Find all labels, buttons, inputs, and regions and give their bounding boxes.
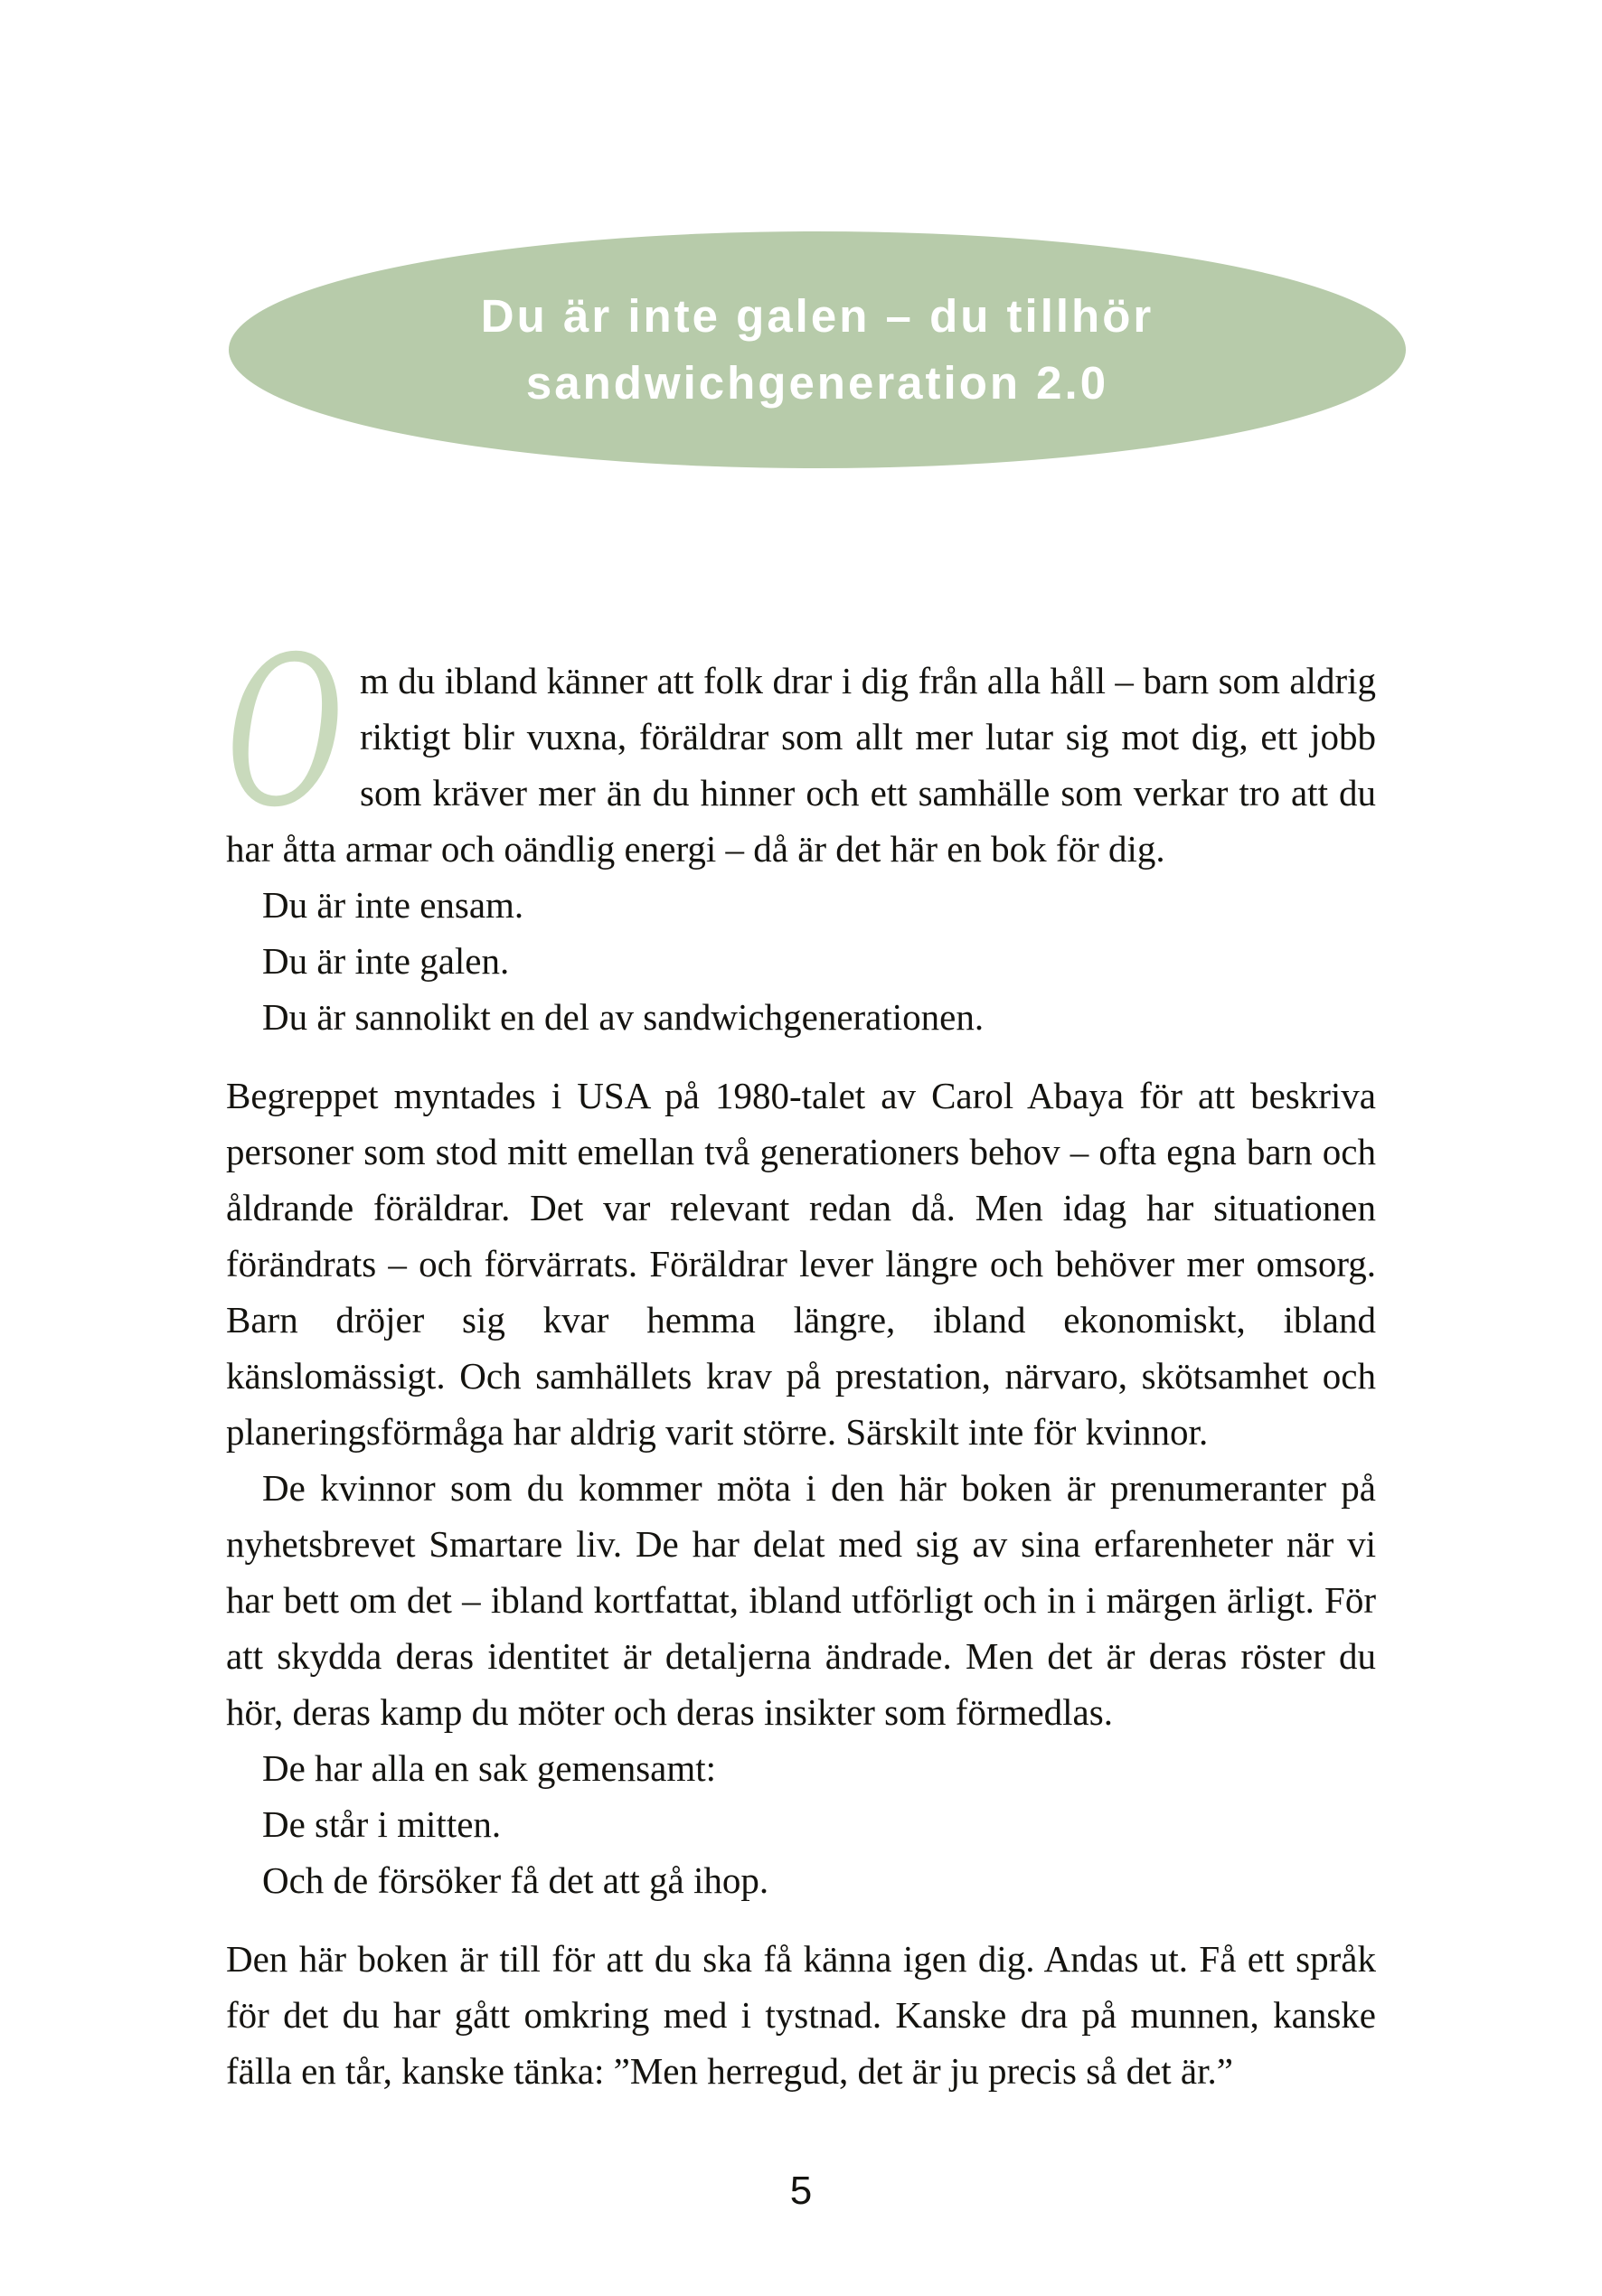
body-text-column — [226, 612, 1376, 2099]
page-number: 5 — [789, 2169, 813, 2213]
paragraph: De kvinnor som du kommer möta i den här boken är prenumeranter på nyhetsbrevet Smartare liv. De har delat med sig av sina erfarenheter när vi har bett om det – ibland kortfattat, ibland utförligt och in i märgen ärligt. För att skydda deras identitet är detaljerna ändrade. Men det är deras röster du hör, deras kamp du möter och deras insikter som förmedlas. — [226, 1467, 1376, 1733]
body-line: Du är sannolikt en del av sandwichgenerationen. — [262, 996, 985, 1038]
chapter-title-line-2: sandwichgeneration 2.0 — [525, 357, 1109, 409]
body-line: De har alla en sak gemensamt: — [262, 1747, 717, 1789]
chapter-title-line-1: Du är inte galen – du tillhör — [480, 290, 1154, 342]
drop-cap: O — [226, 612, 344, 852]
paragraph: Begreppet myntades i USA på 1980-talet av Carol Abaya för att beskriva personer som stod mitt emellan två generationers behov – ofta egna barn och åldrande föräldrar. Det var relevant redan då. Men idag har situationen förändrats – och förvärrats. Föräldrar lever längre och behöver mer omsorg. Barn dröjer sig kvar hemma längre, ibland ekonomiskt, ibland känslomässigt. Och samhällets krav på prestation, närvaro, skötsamhet och planeringsförmåga har aldrig varit större. Särskilt inte för kvinnor. — [226, 1075, 1376, 1453]
body-line: Och de försöker få det att gå ihop. — [262, 1859, 769, 1901]
paragraph: Den här boken är till för att du ska få känna igen dig. Andas ut. Få ett språk för det du har gått omkring med i tystnad. Kanske dra på munnen, kanske fälla en tår, kanske tänka: ”Men herregud, det är ju precis så det är.” — [226, 1938, 1376, 2092]
chapter-title-bubble — [229, 231, 1406, 468]
body-line: De står i mitten. — [262, 1803, 502, 1845]
body-line: Du är inte ensam. — [262, 884, 524, 926]
body-line: Du är inte galen. — [262, 940, 510, 982]
paragraph: Om du ibland känner att folk drar i dig från alla håll – barn som aldrig riktigt blir vuxna, föräldrar som allt mer lutar sig mot dig, ett jobb som kräver mer än du hinner och ett samhälle som verkar tro att du har åtta armar och oändlig energi – då är det här en bok för dig. — [226, 612, 1376, 870]
